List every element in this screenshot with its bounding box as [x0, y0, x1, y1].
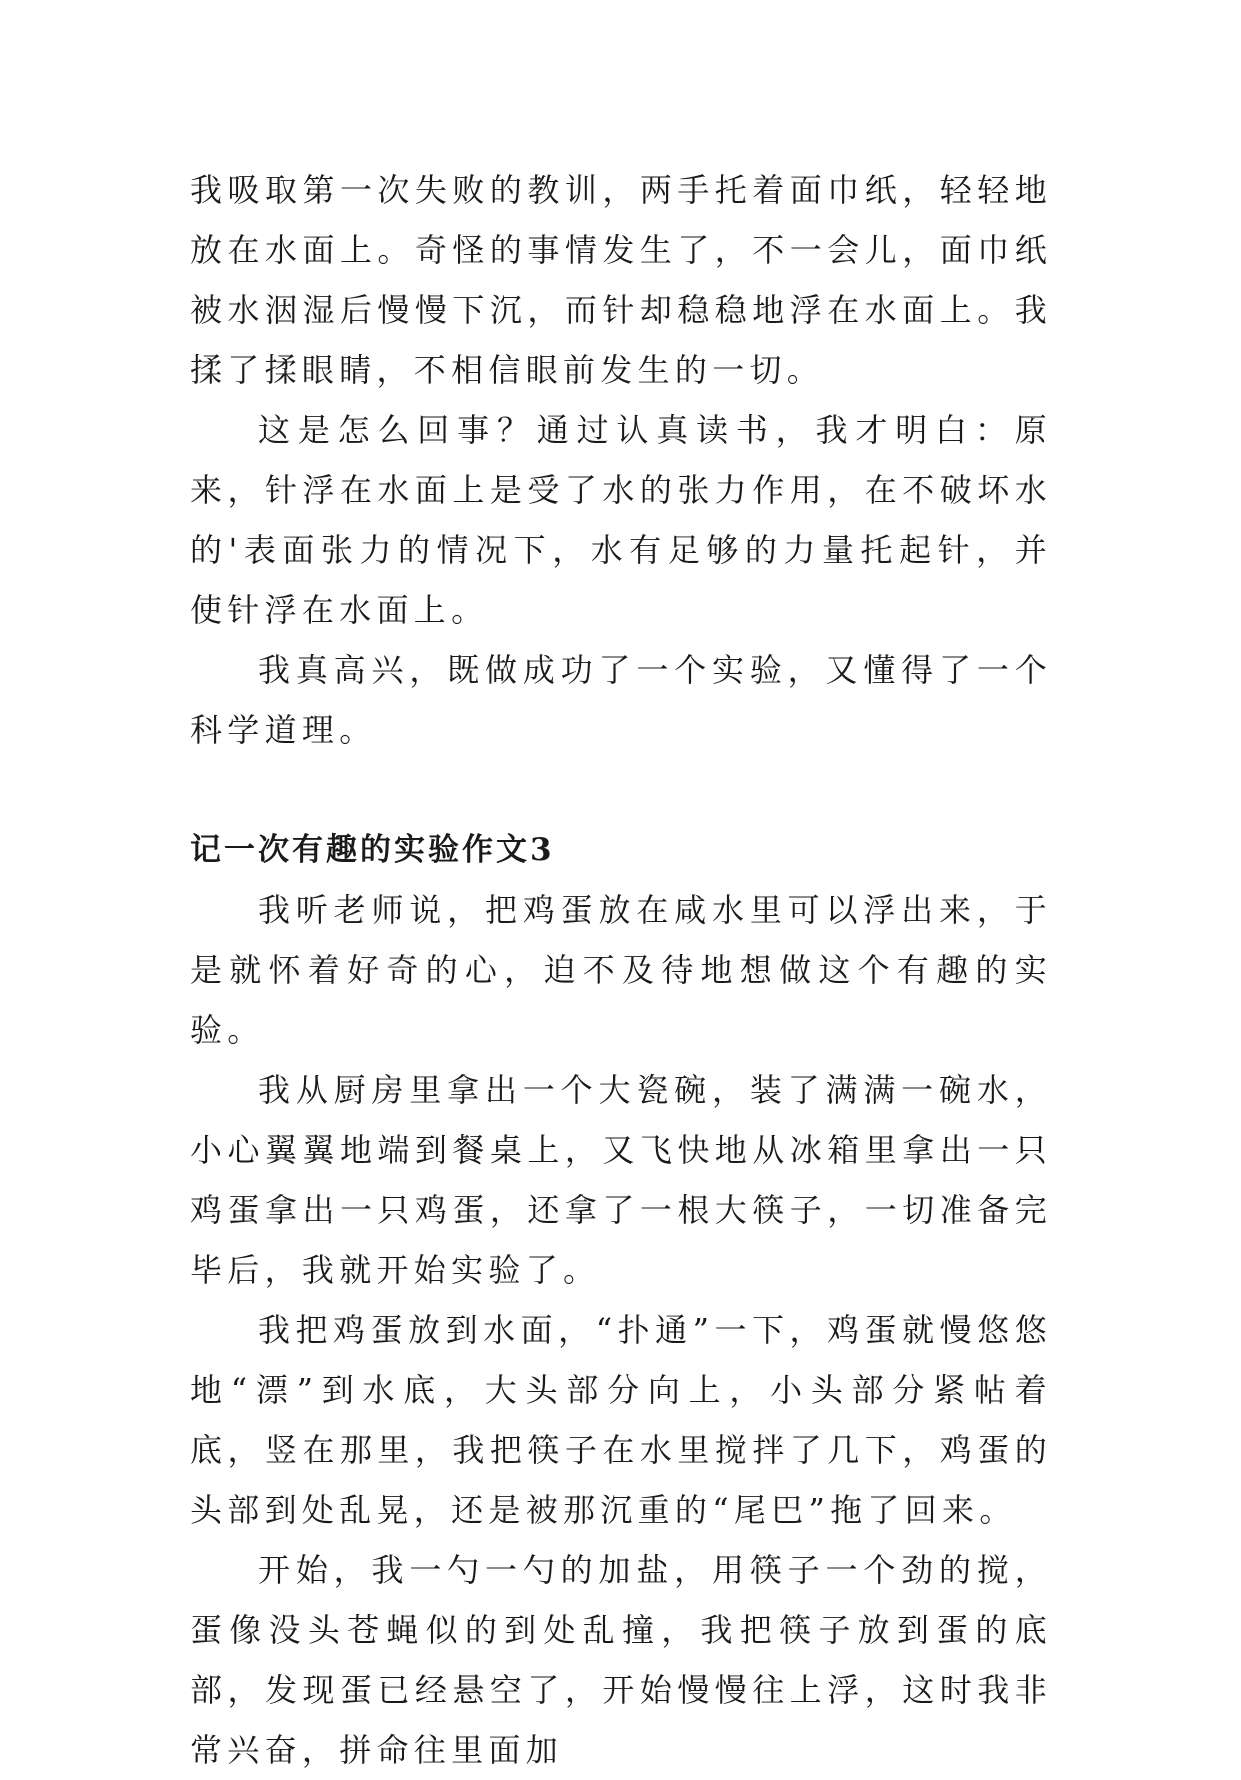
paragraph-first-attempt: 我把鸡蛋放到水面，“扑通”一下，鸡蛋就慢悠悠地“漂”到水底，大头部分向上，小头部分紧帖着底，竖在那里，我把筷子在水里搅拌了几下，鸡蛋的头部到处乱晃，还是被那沉重的“尾巴”拖了回来。	[190, 1311, 1052, 1529]
paragraph-conclusion: 我真高兴，既做成功了一个实验，又懂得了一个科学道理。	[190, 651, 1052, 749]
section-title: 记一次有趣的实验作文3	[190, 832, 555, 868]
paragraph-continued: 我吸取第一次失败的教训，两手托着面巾纸，轻轻地放在水面上。奇怪的事情发生了，不一会儿，面巾纸被水洇湿后慢慢下沉，而针却稳稳地浮在水面上。我揉了揉眼睛，不相信眼前发生的一切。	[190, 171, 1052, 389]
section-spacer	[190, 760, 1052, 820]
paragraph-intro: 我听老师说，把鸡蛋放在咸水里可以浮出来，于是就怀着好奇的心，迫不及待地想做这个有趣的实验。	[190, 891, 1052, 1049]
document-page	[190, 160, 1052, 1780]
paragraph-adding-salt: 开始，我一勺一勺的加盐，用筷子一个劲的搅，蛋像没头苍蝇似的到处乱撞，我把筷子放到蛋的底部，发现蛋已经悬空了，开始慢慢往上浮，这时我非常兴奋，拼命往里面加	[190, 1551, 1052, 1769]
paragraph-explanation: 这是怎么回事？通过认真读书，我才明白：原来，针浮在水面上是受了水的张力作用，在不破坏水的'表面张力的情况下，水有足够的力量托起针，并使针浮在水面上。	[190, 411, 1052, 629]
paragraph-preparation: 我从厨房里拿出一个大瓷碗，装了满满一碗水，小心翼翼地端到餐桌上，又飞快地从冰箱里拿出一只鸡蛋拿出一只鸡蛋，还拿了一根大筷子，一切准备完毕后，我就开始实验了。	[190, 1071, 1052, 1289]
